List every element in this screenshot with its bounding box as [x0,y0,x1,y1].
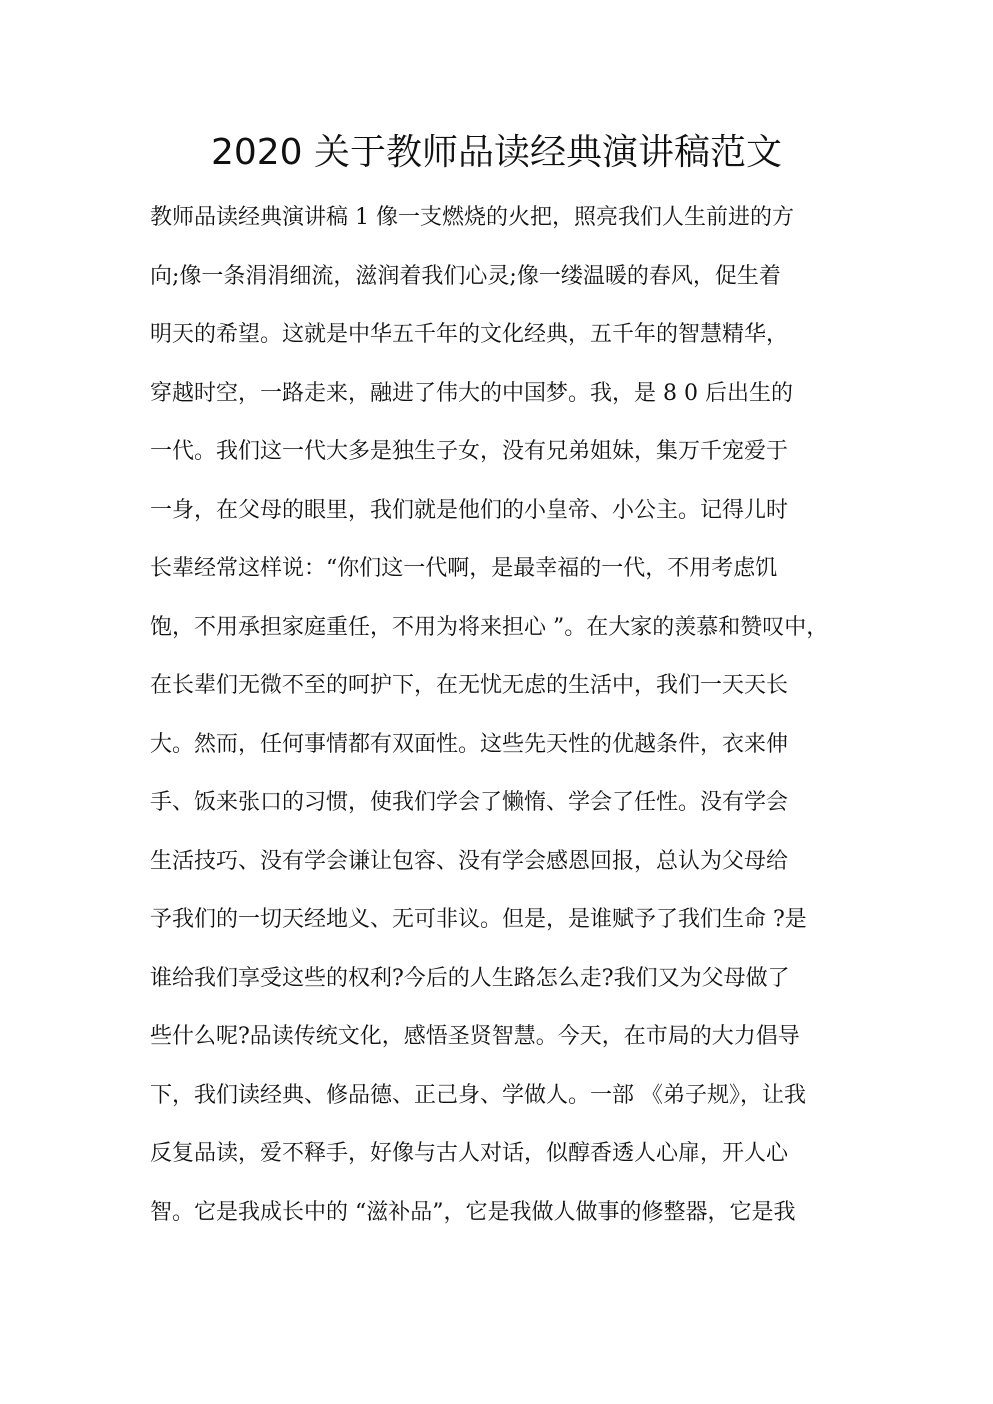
body-line-9: 在长辈们无微不至的呵护下，在无忧无虑的生活中，我们一天天长 [150,673,789,698]
body-line-6: 一身，在父母的眼里，我们就是他们的小皇帝、小公主。记得儿时 [150,497,789,523]
body-line-2: 向;像一条涓涓细流，滋润着我们心灵;像一缕温暖的春风，促生着 [150,263,781,289]
body-line-7: 长辈经常这样说：“你们这一代啊，是最幸福的一代，不用考虑饥 [150,556,778,581]
body-line-12: 生活技巧、没有学会谦让包容、没有学会感恩回报，总认为父母给 [150,848,789,874]
body-line-10: 大。然而，任何事情都有双面性。这些先天性的优越条件，衣来伸 [150,731,789,757]
body-line-8: 饱，不用承担家庭重任，不用为将来担心 ”。在大家的羡慕和赞叹中， [150,614,829,640]
body-line-16: 下，我们读经典、修品德、正己身、学做人。一部 《弟子规》，让我 [150,1082,806,1108]
document-body [150,189,850,1242]
body-line-17: 反复品读，爱不释手，好像与古人对话，似醇香透人心扉，开人心 [150,1141,789,1166]
body-line-14: 谁给我们享受这些的权利?今后的人生路怎么走?我们又为父母做了 [150,965,790,991]
body-line-5: 一代。我们这一代大多是独生子女，没有兄弟姐妹，集万千宠爱于 [150,439,789,464]
body-line-3: 明天的希望。这就是中华五千年的文化经典，五千年的智慧精华， [150,322,789,347]
body-line-11: 手、饭来张口的习惯，使我们学会了懒惰、学会了任性。没有学会 [150,790,789,815]
body-line-13: 予我们的一切天经地义、无可非议。但是，是谁赋予了我们生命 ?是 [150,907,807,932]
body-line-1: 教师品读经典演讲稿 1 像一支燃烧的火把，照亮我们人生前进的方 [150,205,794,230]
body-line-18: 智。它是我成长中的 “滋补品”，它是我做人做事的修整器，它是我 [150,1199,796,1225]
body-line-4: 穿越时空，一路走来，融进了伟大的中国梦。我，是 8 0 后出生的 [150,380,793,406]
body-line-15: 些什么呢?品读传统文化，感悟圣贤智慧。今天，在市局的大力倡导 [150,1024,800,1049]
document-title: 2020 关于教师品读经典演讲稿范文 [210,132,783,173]
